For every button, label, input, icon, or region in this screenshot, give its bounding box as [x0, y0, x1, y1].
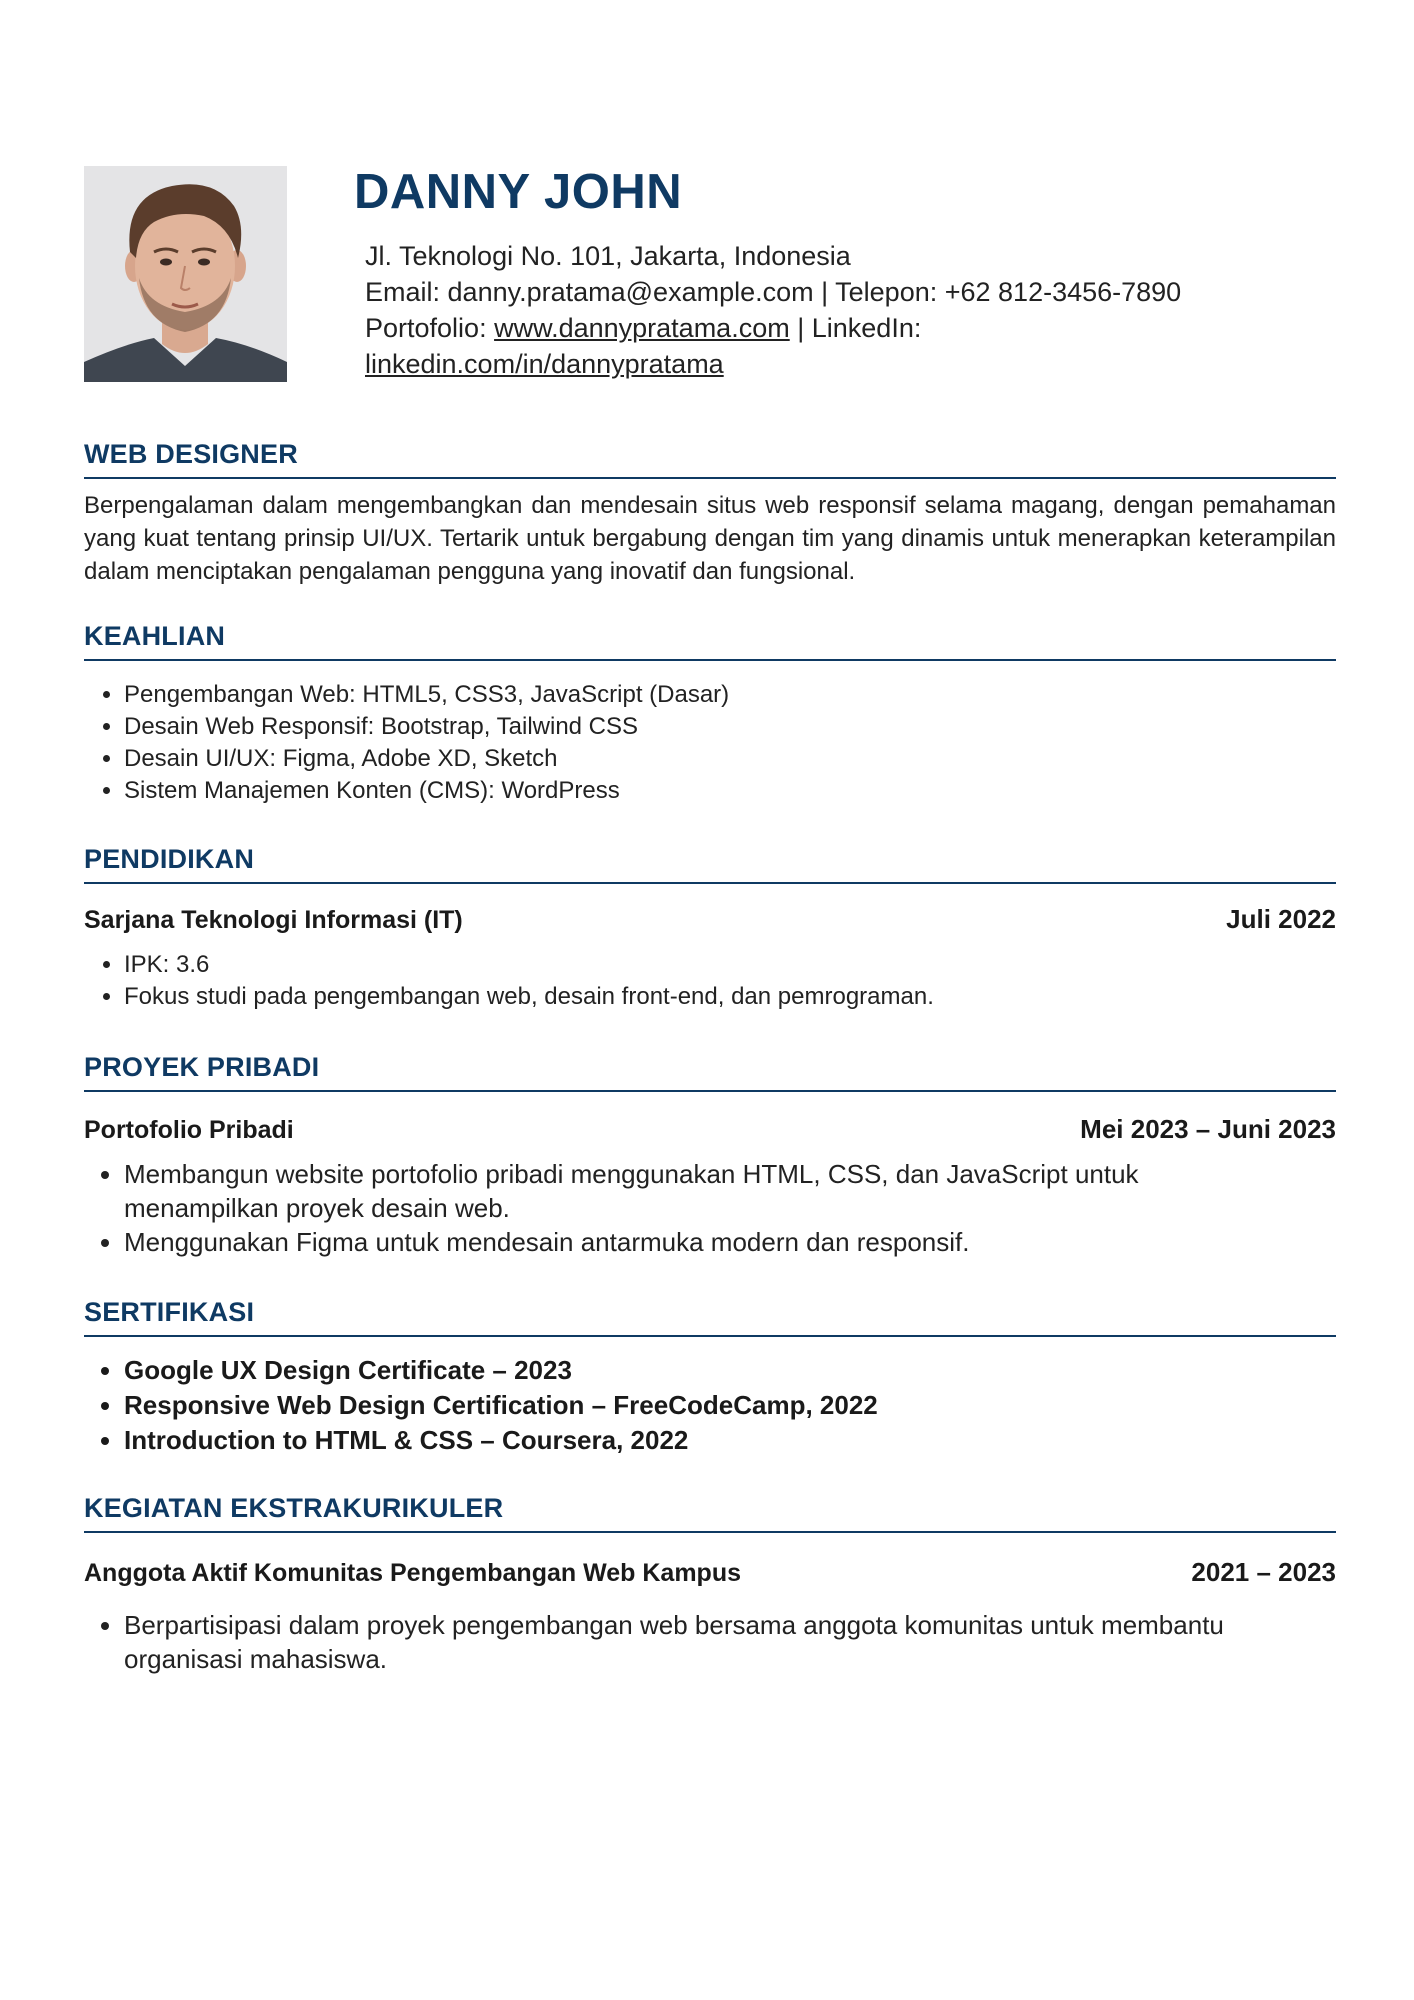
section-title-skills: KEAHLIAN	[84, 621, 226, 651]
project-name: Portofolio Pribadi	[84, 1116, 294, 1144]
portfolio-line	[365, 310, 1265, 346]
skills-section	[84, 619, 1336, 807]
list-item: • Google UX Design Certificate – 2023	[124, 1353, 1336, 1388]
activity-date: 2021 – 2023	[1191, 1557, 1336, 1587]
education-section	[84, 842, 1336, 1013]
summary-text: Berpengalaman dalam mengembangkan dan mendesain situs web responsif selama magang, dengan pemahaman yang kuat tentang prinsip UI/UX. Tertarik untuk bergabung dengan tim yang dinamis untuk menerapkan keterampilan dalam menciptakan pengalaman pengguna yang inovatif dan fungsional.	[84, 492, 1336, 585]
activity-name: Anggota Aktif Komunitas Pengembangan Web Kampus	[84, 1559, 741, 1587]
certifications-section	[84, 1295, 1336, 1458]
section-divider	[84, 1531, 1336, 1533]
list-item: • Fokus studi pada pengembangan web, desain front-end, dan pemrograman.	[124, 981, 1336, 1013]
email-label: Email:	[365, 277, 448, 307]
section-divider	[84, 1090, 1336, 1092]
projects-section	[84, 1050, 1336, 1259]
email-value[interactable]: danny.pratama@example.com	[447, 277, 814, 307]
list-item: • Menggunakan Figma untuk mendesain antarmuka modern dan responsif.	[124, 1225, 1176, 1259]
summary-section	[84, 437, 1336, 588]
list-item: • Responsive Web Design Certification – FreeCodeCamp, 2022	[124, 1388, 1336, 1423]
list-item: • Membangun website portofolio pribadi menggunakan HTML, CSS, dan JavaScript untuk menampilkan proyek desain web.	[124, 1157, 1176, 1225]
resume-page	[84, 0, 1336, 2000]
candidate-name: DANNY JOHN	[354, 165, 683, 219]
portfolio-link[interactable]: www.dannypratama.com	[494, 313, 790, 343]
education-entry	[84, 902, 1336, 937]
linkedin-line	[365, 346, 1265, 382]
project-date: Mei 2023 – Juni 2023	[1080, 1114, 1336, 1144]
section-divider	[84, 1335, 1336, 1337]
list-item: • Berpartisipasi dalam proyek pengembangan web bersama anggota komunitas untuk membantu organisasi mahasiswa.	[124, 1608, 1276, 1676]
list-item: • IPK: 3.6	[124, 949, 1336, 981]
section-divider	[84, 659, 1336, 661]
activity-entry	[84, 1555, 1336, 1590]
portfolio-label: Portofolio:	[365, 313, 495, 343]
linkedin-label: LinkedIn:	[811, 313, 922, 343]
phone-value: Telepon: +62 812-3456-7890	[835, 277, 1182, 307]
section-divider	[84, 882, 1336, 884]
contact-info	[365, 238, 1265, 382]
list-item: • Pengembangan Web: HTML5, CSS3, JavaScript (Dasar)	[124, 679, 1336, 711]
skills-list	[84, 679, 1336, 807]
section-title-education: PENDIDIKAN	[84, 844, 255, 874]
profile-photo	[84, 166, 287, 382]
list-item: • Sistem Manajemen Konten (CMS): WordPress	[124, 775, 1336, 807]
activity-list	[84, 1608, 1336, 1676]
list-item: • Desain Web Responsif: Bootstrap, Tailwind CSS	[124, 711, 1336, 743]
education-list	[84, 949, 1336, 1013]
email-phone-line	[365, 274, 1265, 310]
list-item: • Desain UI/UX: Figma, Adobe XD, Sketch	[124, 743, 1336, 775]
certifications-list	[84, 1353, 1336, 1458]
degree-title: Sarjana Teknologi Informasi (IT)	[84, 906, 463, 934]
section-title-summary: WEB DESIGNER	[84, 439, 298, 469]
separator: |	[813, 277, 836, 307]
section-title-certifications: SERTIFIKASI	[84, 1297, 255, 1327]
address: Jl. Teknologi No. 101, Jakarta, Indonesia	[365, 241, 851, 271]
activities-section	[84, 1491, 1336, 1676]
project-entry	[84, 1112, 1336, 1147]
separator: |	[789, 313, 812, 343]
section-divider	[84, 477, 1336, 479]
section-title-projects: PROYEK PRIBADI	[84, 1052, 320, 1082]
resume-header	[84, 166, 1336, 384]
project-list	[84, 1157, 1336, 1259]
linkedin-link[interactable]: linkedin.com/in/dannypratama	[365, 349, 724, 379]
section-title-activities: KEGIATAN EKSTRAKURIKULER	[84, 1493, 504, 1523]
list-item: • Introduction to HTML & CSS – Coursera, 2022	[124, 1423, 1336, 1458]
education-date: Juli 2022	[1226, 904, 1336, 934]
